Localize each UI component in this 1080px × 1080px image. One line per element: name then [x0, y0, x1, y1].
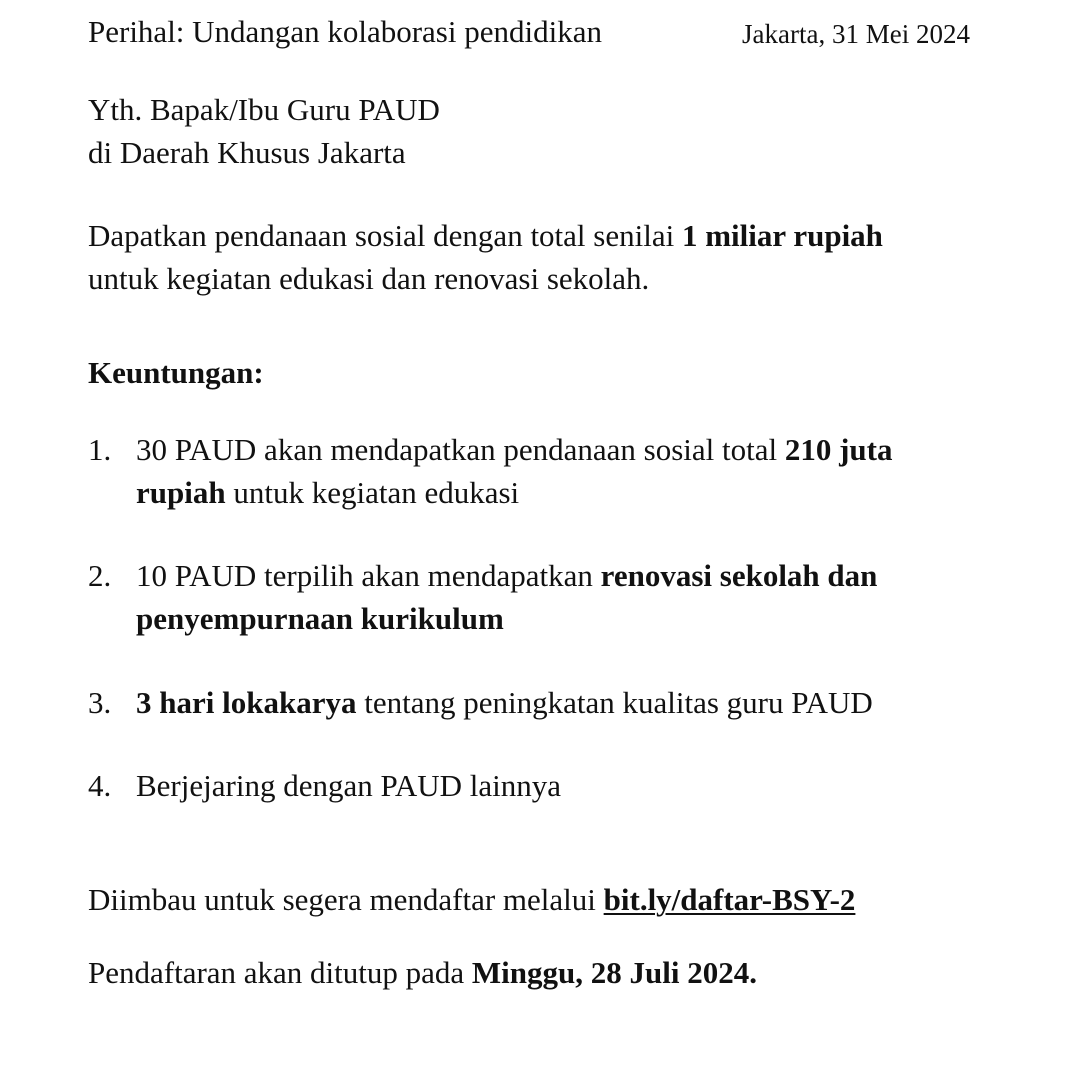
intro-line-1 [88, 216, 883, 256]
intro-text: Dapatkan pendanaan sosial dengan total senilai [88, 218, 682, 253]
deadline-date: Minggu, 28 Juli 2024. [471, 955, 757, 990]
benefit-item-3: 3 hari lokakarya tentang peningkatan kualitas guru PAUD [136, 685, 873, 720]
recipient-line-2: di Daerah Khusus Jakarta [88, 135, 406, 170]
benefit-number-1: 1. [88, 432, 112, 467]
subject-line: Perihal: Undangan kolaborasi pendidikan [88, 14, 602, 49]
benefit-item-1: 30 PAUD akan mendapatkan pendanaan sosial total 210 juta rupiah untuk kegiatan edukasi [136, 432, 893, 510]
recipient-line-1: Yth. Bapak/Ibu Guru PAUD [88, 92, 440, 127]
benefit-item-2: 10 PAUD terpilih akan mendapatkan renovasi sekolah dan penyempurnaan kurikulum [136, 558, 878, 636]
registration-link[interactable]: bit.ly/daftar-BSY-2 [603, 882, 856, 917]
benefits-heading: Keuntungan: [88, 355, 264, 390]
benefit-number-3: 3. [88, 685, 112, 720]
letter-date: Jakarta, 31 Mei 2024 [742, 19, 970, 49]
benefit-number-2: 2. [88, 558, 112, 593]
deadline-line: Pendaftaran akan ditutup pada Minggu, 28 Juli 2024. [88, 955, 757, 990]
cta-line: Diimbau untuk segera mendaftar melalui bit.ly/daftar-BSY-2 [88, 882, 856, 917]
benefit-item-4: Berjejaring dengan PAUD lainnya [136, 768, 562, 803]
intro-amount: 1 miliar rupiah [681, 218, 883, 253]
benefit-number-4: 4. [88, 768, 112, 803]
intro-line-2: untuk kegiatan edukasi dan renovasi sekolah. [88, 261, 650, 296]
